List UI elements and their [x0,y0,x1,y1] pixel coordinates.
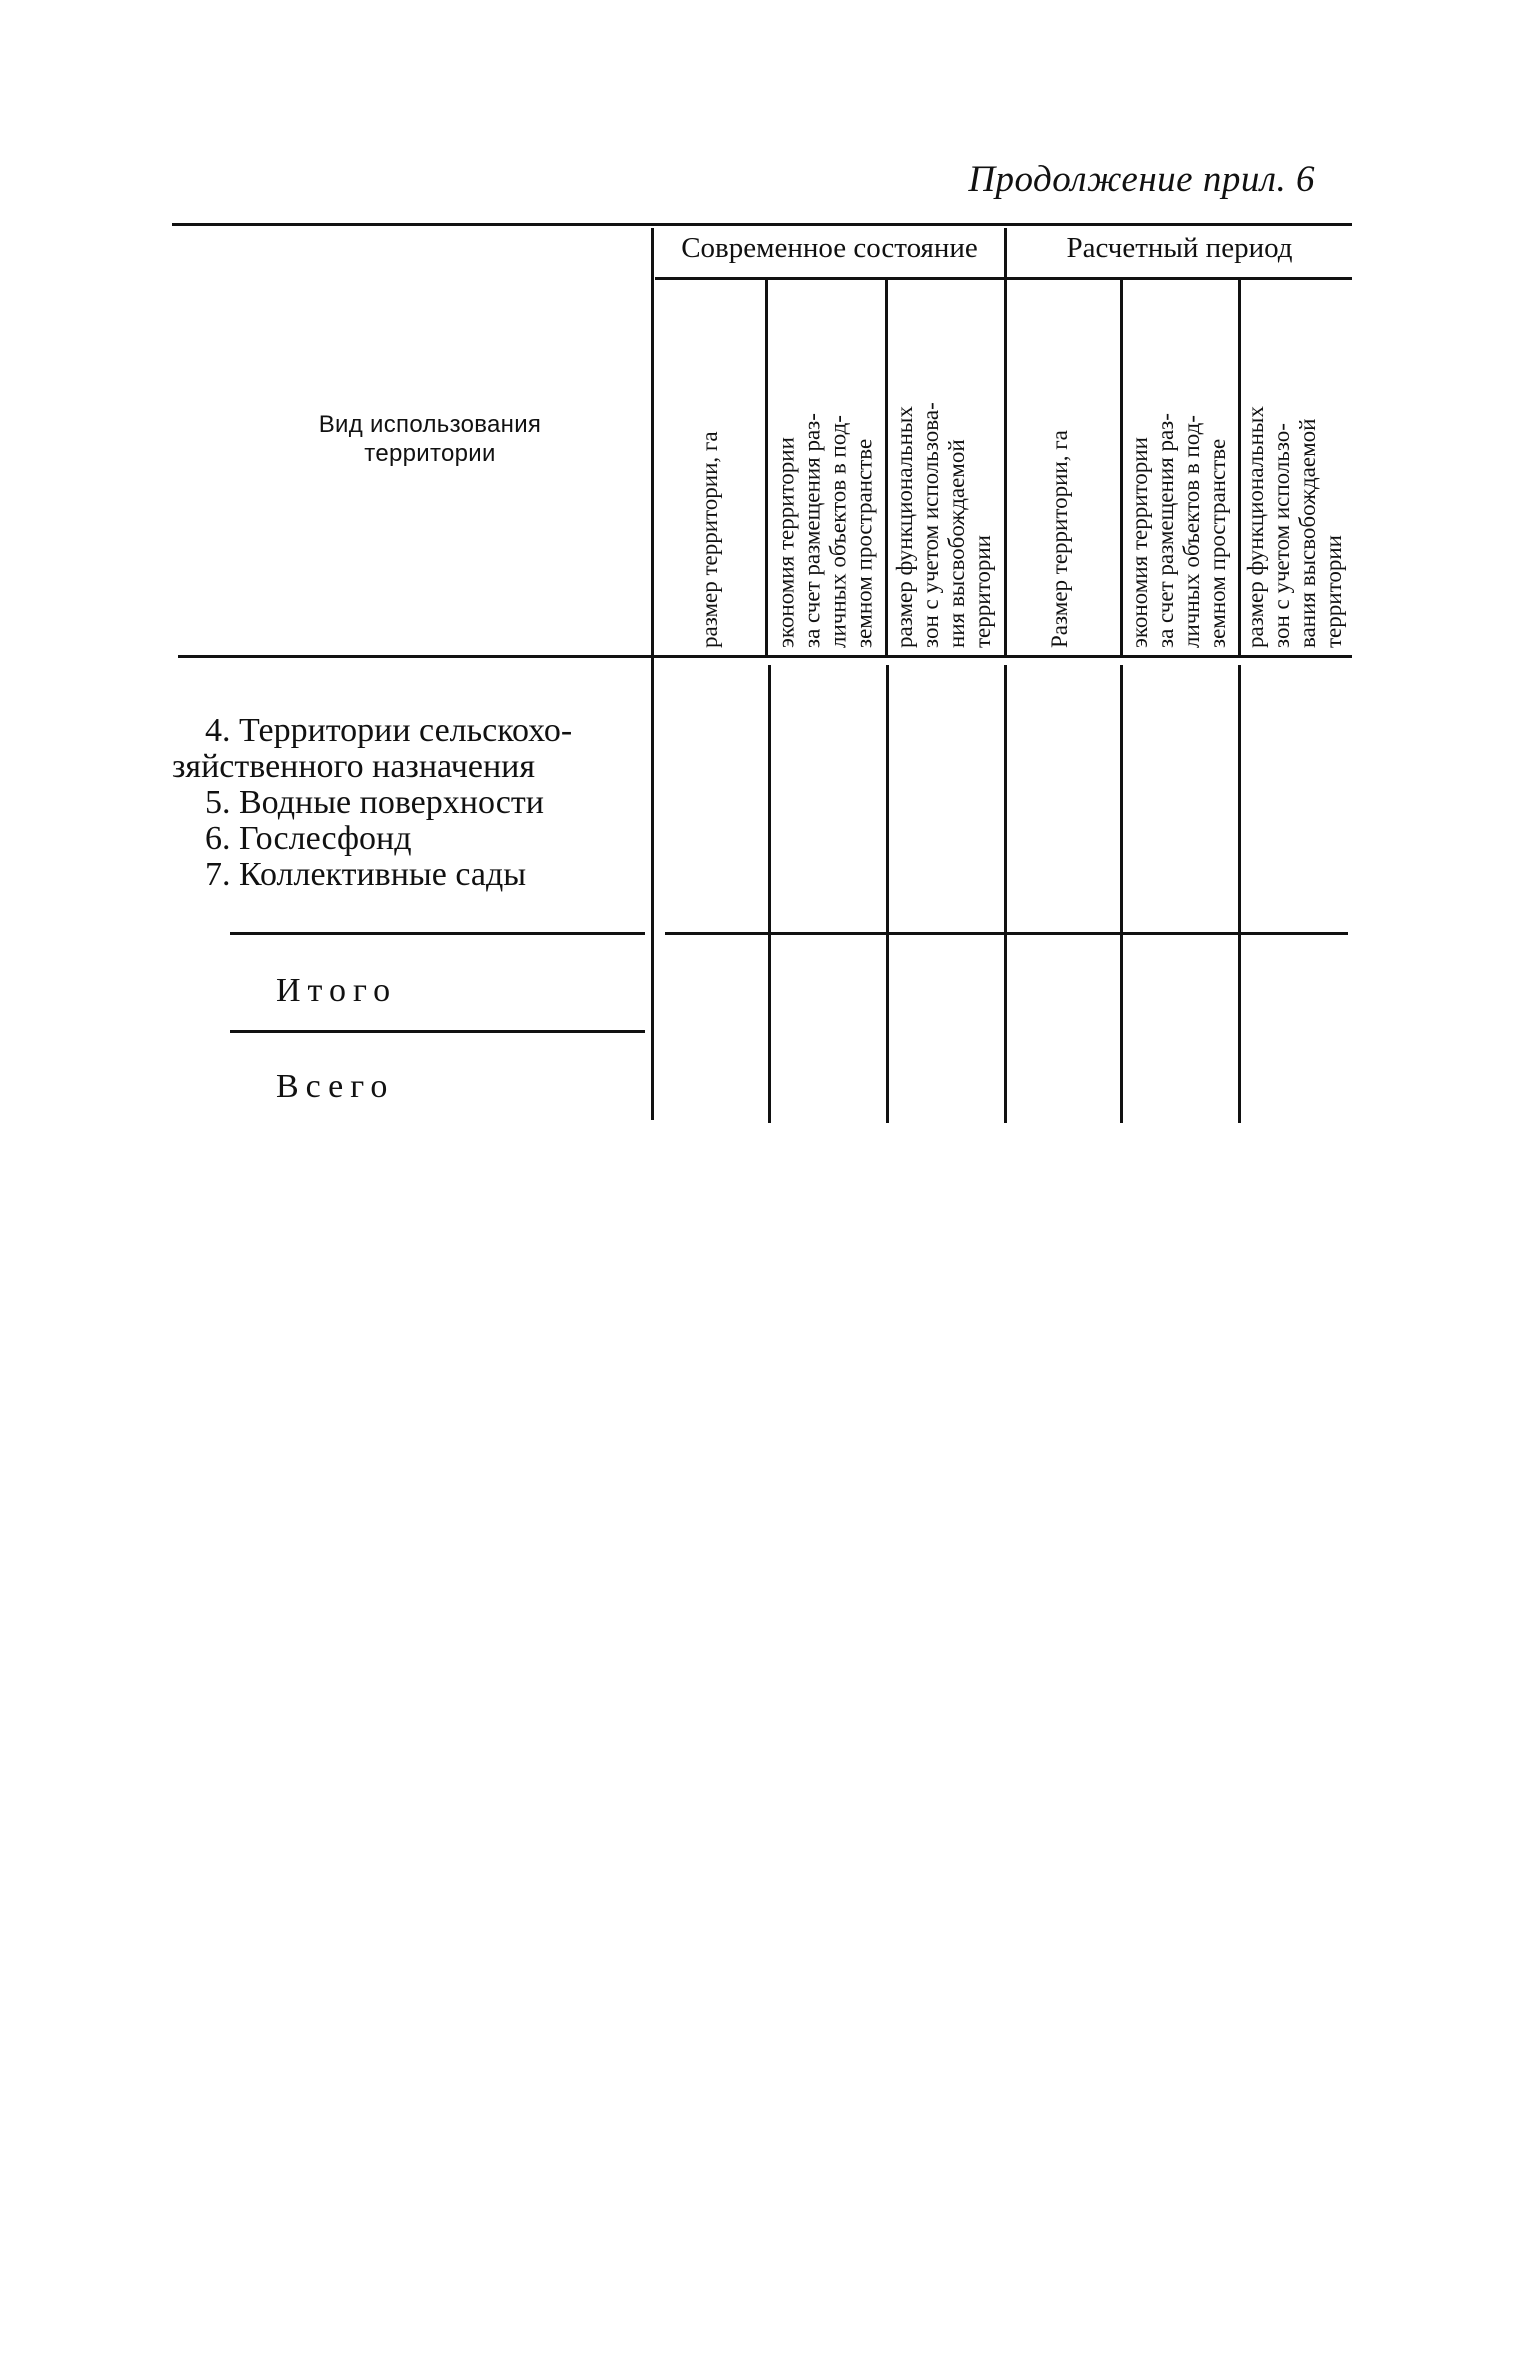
row-label-6: 6. Гослесфонд [205,820,412,857]
col-rule-2-body [886,665,889,1123]
col-header-planned-size: Размер территории, га [1047,430,1072,648]
col-header-planned-saving: экономия территории за счет размещения раз- личных объектов в под- земном пространстве [1127,413,1230,648]
total-itogo: Итого [276,972,398,1009]
table-top-rule [172,223,1352,226]
itogo-separator [230,1030,645,1033]
col-header-current-zones: размер функциональных зон с учетом использова- ния высвобождаемой территории [892,402,995,648]
group-title-current: Современное состояние [681,232,978,264]
body-separator-left [230,932,645,935]
col-rule-3-body [1004,665,1007,1123]
group-title-planned: Расчетный период [1066,232,1293,264]
col-rule-1-body [768,665,771,1123]
row-label-4: 4. Территории сельскохо- [205,712,573,749]
continuation-caption: Продолжение прил. 6 [968,159,1315,200]
row-label-5: 5. Водные поверхности [205,784,544,821]
total-vsego: Всего [276,1068,395,1105]
col-header-current-size: размер территории, га [697,431,722,648]
col-rule-5-body [1238,665,1241,1123]
col-header-current-saving: экономия территории за счет размещения раз- личных объектов в под- земном пространстве [773,413,877,648]
stub-header: Вид использования территории [318,411,542,467]
col-header-planned-zones: размер функциональных зон с учетом использо- вания высвобождаемой территории [1243,406,1346,648]
stub-column-rule [651,228,654,1120]
row-label-4-cont: зяйственного назначения [172,748,536,785]
group-divider-header [1004,228,1007,656]
col-rule-4-body [1120,665,1123,1123]
row-label-7: 7. Коллективные сады [205,856,527,893]
